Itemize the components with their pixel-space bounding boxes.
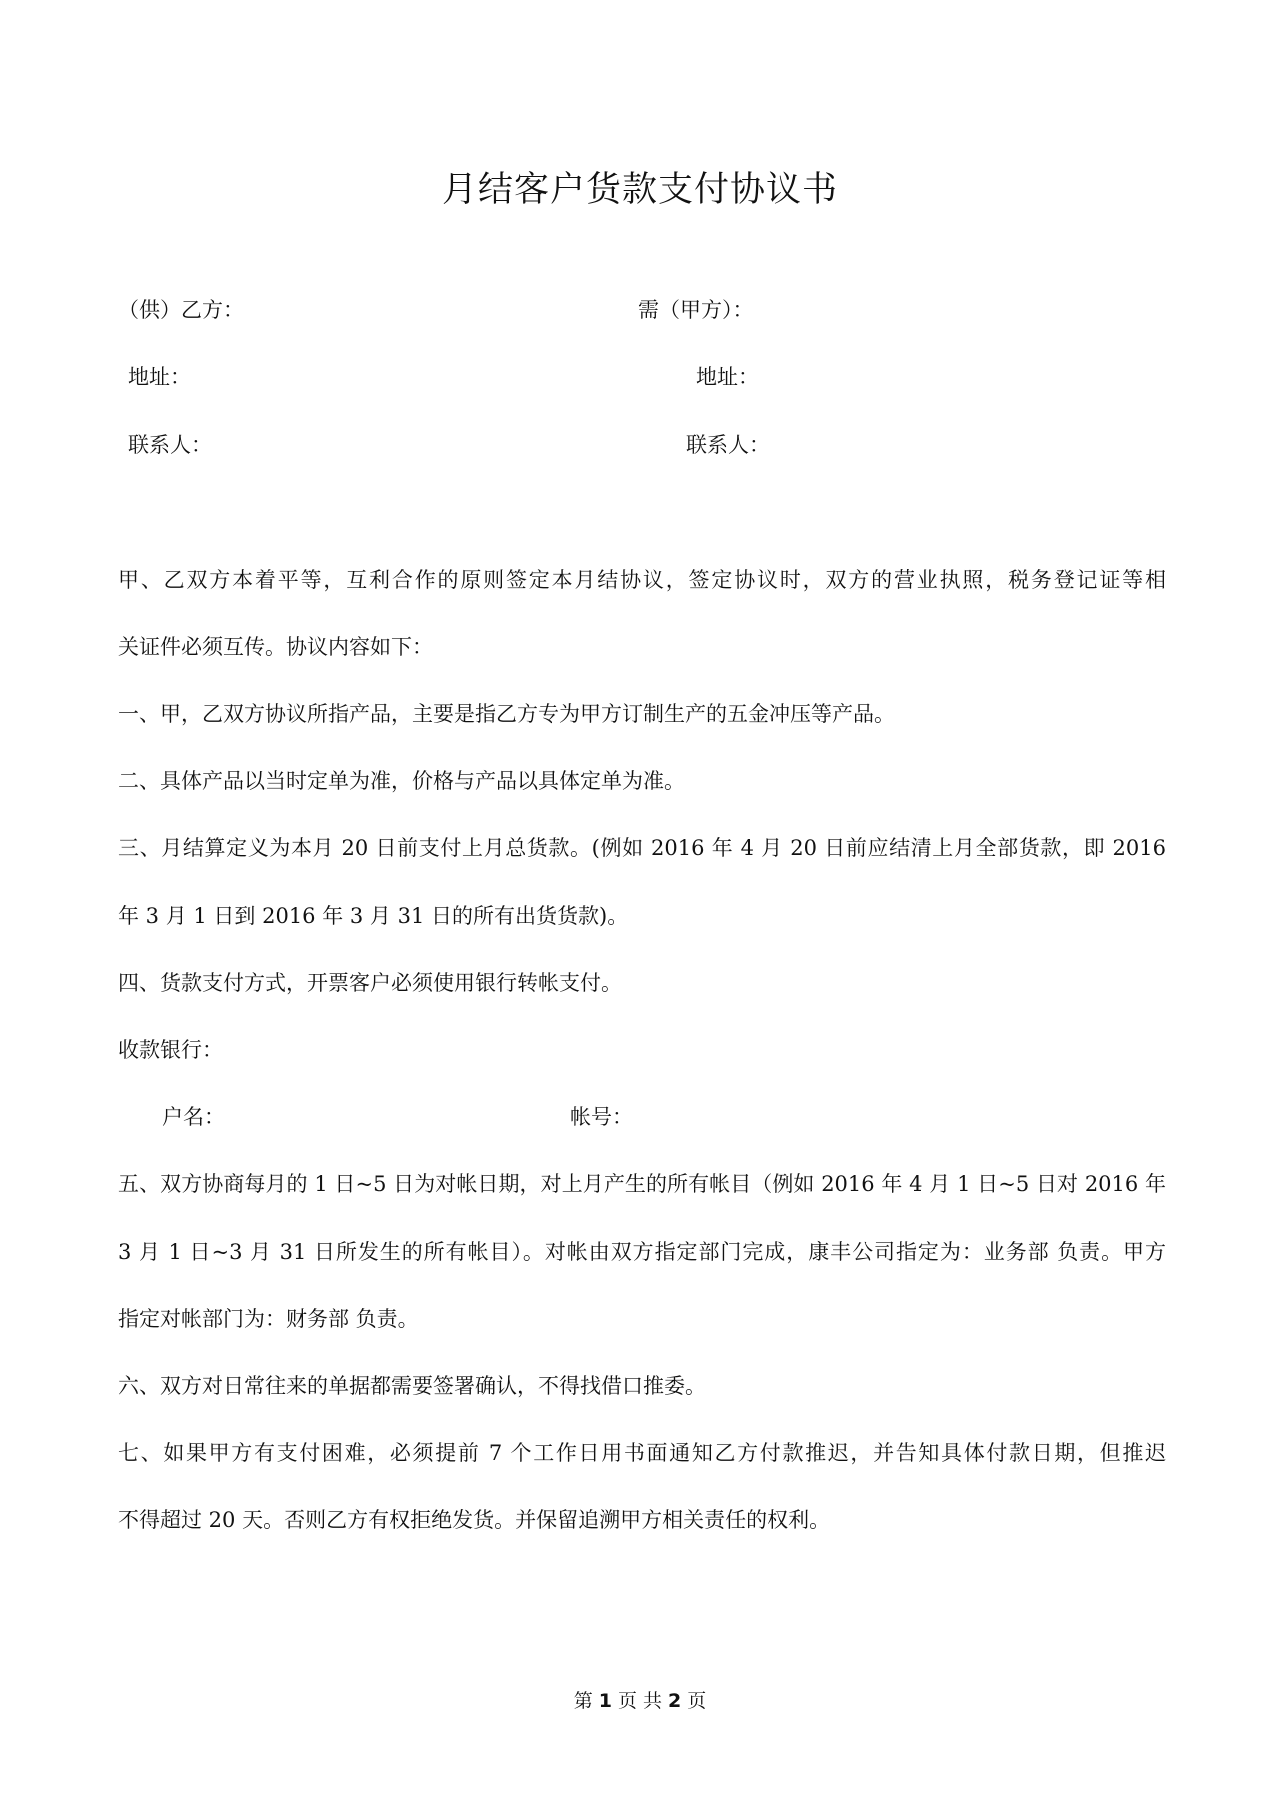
clause-5-line-1: 五、双方协商每月的 1 日~5 日为对帐日期，对上月产生的所有帐目（例如 2016 年 4 月 1 日~5 日对 2016 年: [118, 1172, 1166, 1196]
account-number-label: 帐号：: [570, 1105, 633, 1129]
clause-5-line-2: 3 月 1 日~3 月 31 日所发生的所有帐目）。对帐由双方指定部门完成，康丰公司指定为：业务部 负责。甲方: [118, 1240, 1166, 1264]
page-number-footer: [0, 1686, 1280, 1713]
clause-4: 四、货款支付方式，开票客户必须使用银行转帐支付。: [118, 971, 622, 995]
buyer-label: 需（甲方）：: [638, 298, 754, 322]
footer-suffix: 页: [687, 1690, 707, 1712]
contact-left-label: 联系人：: [128, 433, 212, 457]
clause-7-line-1: 七、如果甲方有支付困难，必须提前 7 个工作日用书面通知乙方付款推迟，并告知具体付款日期，但推迟: [118, 1441, 1166, 1465]
intro-line-1: 甲、乙双方本着平等，互利合作的原则签定本月结协议，签定协议时，双方的营业执照，税务登记证等相: [118, 568, 1166, 592]
clause-3-line-1: 三、月结算定义为本月 20 日前支付上月总货款。(例如 2016 年 4 月 20 日前应结清上月全部货款，即 2016: [118, 836, 1166, 860]
clause-5-line-3: 指定对帐部门为：财务部 负责。: [118, 1307, 419, 1331]
contact-right-label: 联系人：: [686, 433, 770, 457]
clause-2: 二、具体产品以当时定单为准，价格与产品以具体定单为准。: [118, 769, 685, 793]
intro-line-2: 关证件必须互传。协议内容如下：: [118, 635, 433, 659]
footer-middle: 页 共: [617, 1690, 663, 1712]
clause-1: 一、甲，乙双方协议所指产品，主要是指乙方专为甲方订制生产的五金冲压等产品。: [118, 702, 895, 726]
current-page-number: 1: [598, 1690, 612, 1712]
document-title: 月结客户货款支付协议书: [441, 170, 838, 210]
address-left-label: 地址：: [128, 365, 191, 389]
address-right-label: 地址：: [696, 365, 759, 389]
total-pages-number: 2: [668, 1690, 682, 1712]
supplier-label: （供）乙方：: [118, 298, 244, 322]
clause-3-line-2: 年 3 月 1 日到 2016 年 3 月 31 日的所有出货货款)。: [118, 904, 629, 928]
account-name-label: 户名：: [162, 1105, 225, 1129]
footer-prefix: 第: [573, 1690, 593, 1712]
bank-label: 收款银行：: [118, 1038, 223, 1062]
clause-7-line-2: 不得超过 20 天。否则乙方有权拒绝发货。并保留追溯甲方相关责任的权利。: [118, 1508, 831, 1532]
clause-6: 六、双方对日常往来的单据都需要签署确认，不得找借口推委。: [118, 1374, 706, 1398]
